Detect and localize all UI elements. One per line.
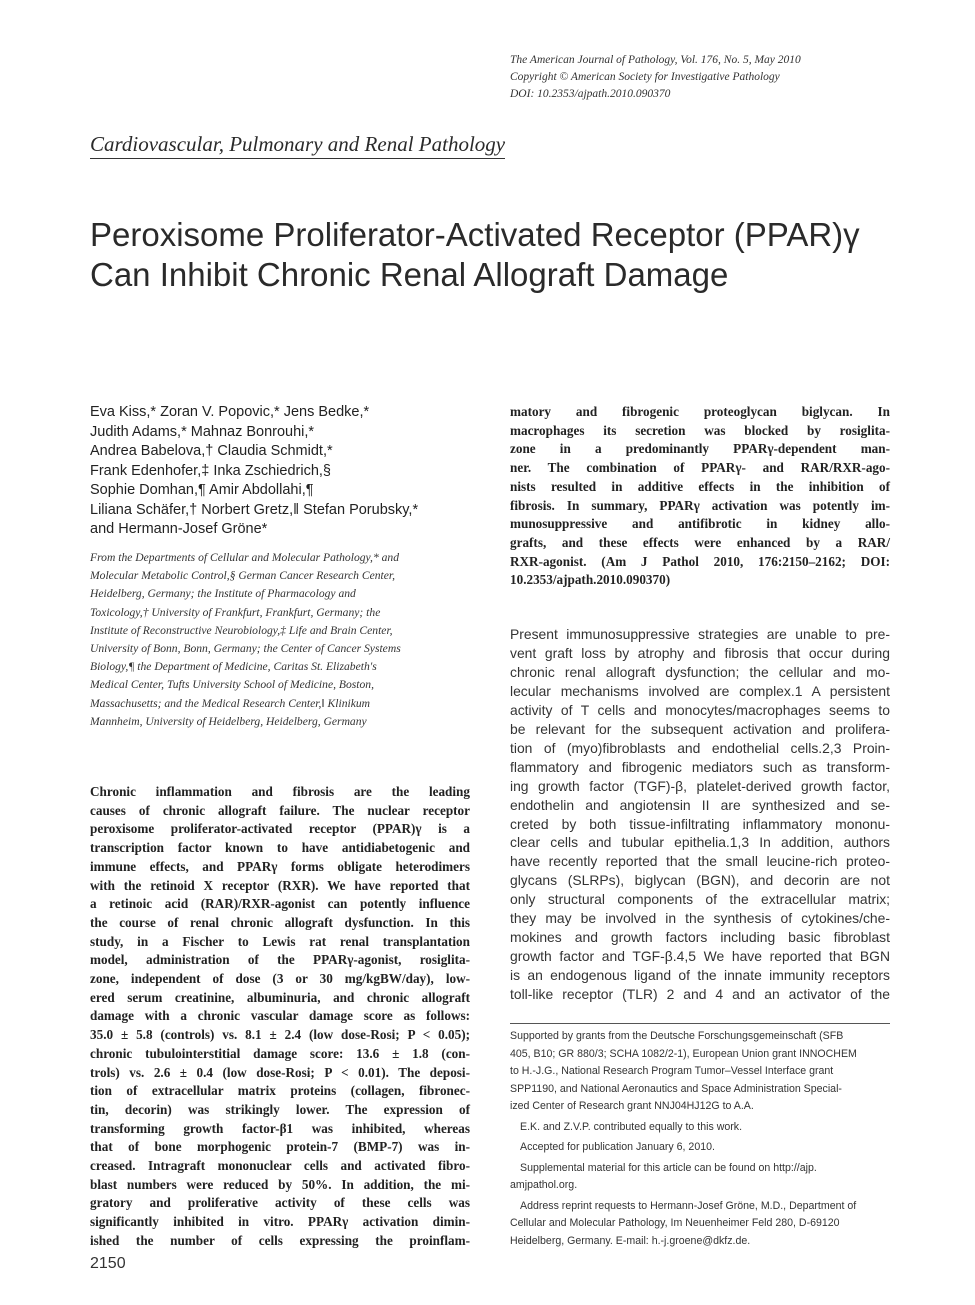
author-line: Judith Adams,* Mahnaz Bonrouhi,* — [90, 423, 315, 440]
affiliation-line: Mannheim, University of Heidelberg, Heidelberg, Germany — [90, 714, 367, 728]
body-line: vent graft loss by atrophy and fibrosis that occur during — [510, 644, 890, 661]
section-heading: Cardiovascular, Pulmonary and Renal Pathology — [90, 132, 505, 159]
journal-citation: The American Journal of Pathology, Vol. 176, No. 5, May 2010 — [510, 54, 801, 66]
abstract-line: fibrosis. In summary, PPARγ activation was potently im- — [510, 497, 890, 513]
affiliation-line: Molecular Metabolic Control,§ German Cancer Research Center, — [90, 569, 396, 583]
footnote-line: Supplemental material for this article can be found on http://ajp. — [520, 1161, 817, 1174]
abstract-line: macrophages its secretion was blocked by rosiglita- — [510, 422, 890, 438]
abstract-line: RXR-agonist. (Am J Pathol 2010, 176:2150–2162; DOI: — [510, 553, 890, 569]
author-line: Sophie Domhan,¶ Amir Abdollahi,¶ — [90, 482, 314, 498]
footnote-line: to H.-J.G., National Research Program Tumor–Vessel Interface grant — [510, 1065, 834, 1077]
author-line: Liliana Schäfer,† Norbert Gretz,‖ Stefan Porubsky,* — [90, 501, 419, 518]
journal-copyright: Copyright © American Society for Investigative Pathology — [510, 71, 780, 83]
footnotes — [510, 1023, 890, 1250]
abstract-line: study, in a Fischer to Lewis rat renal transplantation — [90, 933, 470, 949]
acceptance-note: Accepted for publication January 6, 2010. — [520, 1141, 715, 1153]
affiliation-line: University of Bonn, Bonn, Germany; the Center of Cancer Systems — [90, 642, 401, 656]
affiliation-line: From the Departments of Cellular and Molecular Pathology,* and — [90, 551, 400, 564]
affiliation-line: Medical Center, Tufts University School of Medicine, Boston, — [90, 678, 375, 692]
affiliation-line: Heidelberg, Germany; the Institute of Pharmacology and — [90, 587, 356, 601]
affiliation-line: Institute of Reconstructive Neurobiology,‡ Life and Brain Center, — [90, 623, 393, 637]
body-line: activity of T cells and monocytes/macrophages seems to — [510, 701, 890, 718]
body-line: growth factor and TGF-β.4,5 We have reported that BGN — [510, 948, 890, 965]
abstract-line: grafts, and these effects were enhanced by a RAR/ — [510, 534, 890, 550]
abstract-line: zone, independent of dose (3 or 30 mg/kgBW/day), low- — [90, 971, 470, 987]
abstract-line: immune effects, and PPARγ forms obligate heterodimers — [90, 858, 470, 874]
body-line: ing growth factor (TGF)-β, platelet-derived growth factor, — [510, 777, 890, 794]
footnote-line: Heidelberg, Germany. E-mail: h.-j.groene@dkfz.de. — [510, 1234, 751, 1247]
body-line: glycans (SLRPs), biglycan (BGN), and decorin are not — [510, 872, 890, 889]
abstract-column-right — [510, 403, 890, 590]
abstract-line: model, administration of the PPARγ-agonist, rosiglita- — [90, 952, 470, 968]
body-line: clear cells and tubular epithelia.1,3 In addition, authors — [510, 834, 890, 851]
journal-doi: DOI: 10.2353/ajpath.2010.090370 — [510, 88, 671, 100]
abstract-line: transcription factor known to have antidiabetogenic and — [90, 840, 470, 856]
author-list — [90, 403, 485, 540]
page-number: 2150 — [90, 1255, 126, 1272]
body-line: tion of (myo)fibroblasts and endothelial cells.2,3 Proin- — [510, 739, 890, 756]
body-line: only structural components of the extracellular matrix; — [510, 891, 890, 908]
abstract-line: the course of renal chronic allograft dysfunction. In this — [90, 914, 470, 930]
body-line: endothelin and angiotensin II are synthesized and se- — [510, 796, 890, 813]
abstract-line: chronic tubulointerstitial damage score: 13.6 ± 1.8 (con- — [90, 1045, 470, 1061]
author-line: and Hermann-Josef Gröne* — [90, 521, 268, 537]
body-line: is an endogenous ligand of the innate immunity receptors — [510, 967, 890, 984]
footnote-line: Cellular and Molecular Pathology, Im Neuenheimer Feld 280, D-69120 — [510, 1217, 840, 1229]
abstract-line: nists resulted in additive effects in the inhibition of — [510, 478, 890, 494]
title-line-1: Peroxisome Proliferator-Activated Receptor (PPAR)γ — [90, 216, 860, 253]
abstract-line: blast numbers were reduced by 50%. In addition, the mi- — [90, 1176, 470, 1192]
footnote-line: ized Center of Research grant NNJ04HJ12G to A.A. — [510, 1100, 754, 1112]
abstract-line: significantly inhibited in vitro. PPARγ activation dimin- — [90, 1214, 470, 1230]
abstract-line: matory and fibrogenic proteoglycan biglycan. In — [510, 404, 890, 419]
affiliation-line: Toxicology,† University of Frankfurt, Frankfurt, Germany; the — [90, 605, 381, 619]
abstract-line: gratory and proliferative activity of these cells was — [90, 1195, 470, 1211]
abstract-line: causes of chronic allograft failure. The nuclear receptor — [90, 802, 470, 818]
abstract-line: tion of extracellular matrix proteins (collagen, fibronec- — [90, 1083, 470, 1099]
footnote-line: Address reprint requests to Hermann-Josef Gröne, M.D., Department of — [520, 1199, 857, 1212]
journal-info — [510, 52, 950, 103]
affiliation-line: Biology,¶ the Department of Medicine, Caritas St. Elizabeth's — [90, 660, 377, 674]
abstract-line: damage with a chronic vascular damage score as follows: — [90, 1008, 470, 1024]
abstract-line: a retinoic acid (RAR)/RXR-agonist can potently influence — [90, 896, 470, 912]
abstract-line: 35.0 ± 5.8 (controls) vs. 8.1 ± 2.4 (low dose-Rosi; P < 0.05); — [90, 1027, 470, 1043]
body-line: have recently reported that the small leucine-rich proteo- — [510, 853, 890, 870]
author-line: Andrea Babelova,† Claudia Schmidt,* — [90, 443, 333, 459]
abstract-line: ered serum creatinine, albuminuria, and chronic allograft — [90, 989, 470, 1005]
body-line: flammatory and fibrogenic mediators such as transform- — [510, 758, 890, 775]
footnote-line: Supported by grants from the Deutsche Forschungsgemeinschaft (SFB — [510, 1030, 844, 1042]
abstract-line: trols) vs. 2.6 ± 0.4 (low dose-Rosi; P < 0.01). The deposi- — [90, 1064, 470, 1080]
author-line: Eva Kiss,* Zoran V. Popovic,* Jens Bedke,* — [90, 404, 370, 420]
affiliations — [90, 549, 470, 731]
body-line: mokines and growth factors including basic fibroblast — [510, 929, 890, 946]
body-line: be relevant for the subsequent activation and prolifera- — [510, 720, 890, 737]
footnote-line: amjpathol.org. — [510, 1179, 578, 1191]
article-title — [90, 215, 920, 295]
abstract-line: 10.2353/ajpath.2010.090370) — [510, 572, 671, 588]
body-line: toll-like receptor (TLR) 2 and 4 and an activator of the — [510, 986, 890, 1003]
body-line: they may be involved in the synthesis of cytokines/che- — [510, 910, 890, 927]
abstract-line: that of bone morphogenic protein-7 (BMP-7) was in- — [90, 1139, 470, 1155]
funding-footnote — [510, 1028, 890, 1116]
address-note — [510, 1198, 890, 1251]
body-line: Present immunosuppressive strategies are unable to pre- — [510, 626, 890, 642]
footnote-line: SPP1190, and National Aeronautics and Space Administration Special- — [510, 1082, 842, 1095]
title-line-2: Can Inhibit Chronic Renal Allograft Damage — [90, 256, 729, 293]
abstract-column-left — [90, 783, 470, 1251]
abstract-line: munosuppressive and antifibrotic in kidney allo- — [510, 516, 890, 532]
equal-contribution-note: E.K. and Z.V.P. contributed equally to this work. — [520, 1120, 743, 1133]
abstract-line: Chronic inflammation and fibrosis are the leading — [90, 784, 470, 799]
footnote-line: 405, B10; GR 880/3; SCHA 1082/2-1), European Union grant INNOCHEM — [510, 1047, 857, 1060]
abstract-line: zone in a predominantly PPARγ-dependent man- — [510, 441, 890, 457]
body-line: creted by both tissue-infiltrating inflammatory mononu- — [510, 815, 890, 832]
abstract-line: tin, decorin) was strikingly lower. The expression of — [90, 1101, 470, 1117]
abstract-line: transforming growth factor-β1 was inhibited, whereas — [90, 1120, 470, 1136]
supplemental-note — [510, 1160, 890, 1195]
author-line: Frank Edenhofer,‡ Inka Zschiedrich,§ — [90, 462, 331, 479]
abstract-line: creased. Intragraft mononuclear cells and activated fibro- — [90, 1158, 470, 1174]
abstract-line: ner. The combination of PPARγ- and RAR/RXR-ago- — [510, 460, 890, 476]
affiliation-line: Massachusetts; and the Medical Research Center,‖ Klinikum — [90, 696, 371, 710]
body-line: lecular mechanisms involved are complex.1 A persistent — [510, 682, 890, 699]
introduction-text — [510, 625, 890, 1004]
abstract-line: with the retinoid X receptor (RXR). We have reported that — [90, 877, 470, 893]
abstract-line: ished the number of cells expressing the proinflam- — [90, 1232, 470, 1248]
abstract-line: peroxisome proliferator-activated receptor (PPAR)γ is a — [90, 821, 470, 837]
body-line: chronic renal allograft dysfunction; the cellular and mo- — [510, 663, 890, 680]
